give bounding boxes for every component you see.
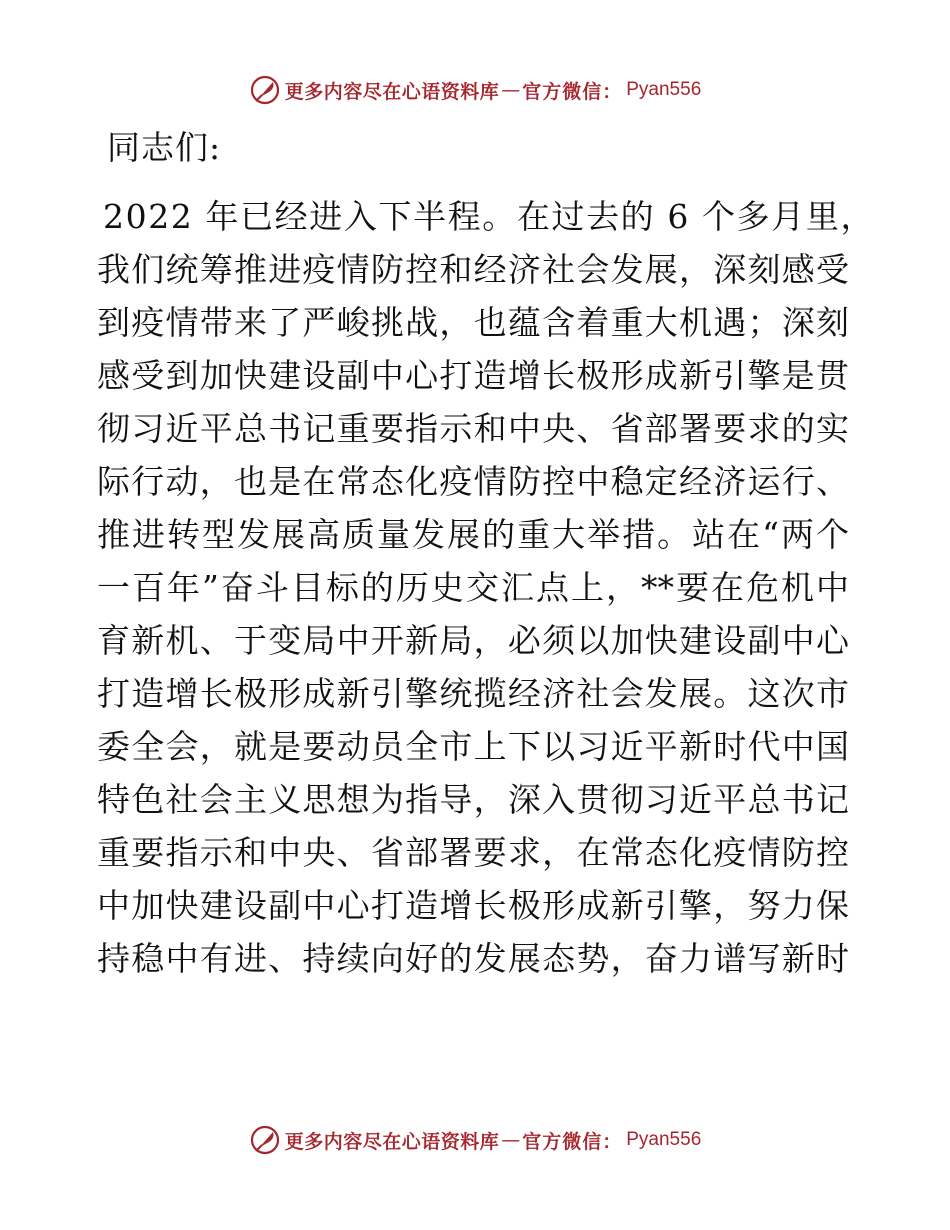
text-line: 际行动，也是在常态化疫情防控中稳定经济运行、: [97, 462, 849, 501]
header-watermark: [0, 70, 950, 110]
watermark-text: 更多内容尽在心语资料库: [284, 80, 500, 103]
text-line: 打造增长极形成新引擎统揽经济社会发展。这次市: [97, 674, 849, 713]
text-line: 到疫情带来了严峻挑战，也蕴含着重大机遇；深刻: [97, 303, 849, 342]
text-line: 委全会，就是要动员全市上下以习近平新时代中国: [97, 727, 849, 766]
text-line: 彻习近平总书记重要指示和中央、省部署要求的实: [97, 409, 849, 448]
watermark-wechat-id: Pyan556: [626, 1129, 702, 1150]
watermark-dash: —: [501, 1129, 521, 1151]
text-line: 持稳中有进、持续向好的发展态势，奋力谱写新时: [97, 939, 849, 978]
text-line: 育新机、于变局中开新局，必须以加快建设副中心: [97, 621, 849, 660]
text-line: 我们统筹推进疫情防控和经济社会发展，深刻感受: [97, 250, 849, 289]
watermark-wechat-label: 官方微信：: [522, 1130, 623, 1153]
watermark-text: 更多内容尽在心语资料库: [284, 1130, 500, 1153]
watermark-wechat-id: Pyan556: [626, 79, 702, 100]
document-body: [97, 190, 876, 985]
watermark-dash: —: [501, 79, 521, 101]
footer-watermark: [0, 1120, 950, 1160]
salutation: 同志们:: [107, 128, 222, 167]
text-line: 感受到加快建设副中心打造增长极形成新引擎是贯: [97, 356, 849, 395]
text-line: 一百年”奋斗目标的历史交汇点上，**要在危机中: [97, 568, 849, 607]
text-line: 重要指示和中央、省部署要求，在常态化疫情防控: [97, 833, 849, 872]
text-line: 2022 年已经进入下半程。在过去的 6 个多月里，: [103, 197, 876, 236]
watermark-wechat-label: 官方微信：: [522, 80, 623, 103]
text-line: 推进转型发展高质量发展的重大举措。站在“两个: [97, 515, 849, 554]
text-line: 中加快建设副中心打造增长极形成新引擎，努力保: [97, 886, 849, 925]
text-line: 特色社会主义思想为指导，深入贯彻习近平总书记: [97, 780, 849, 819]
feather-pen-logo-icon: [249, 74, 281, 106]
feather-pen-logo-icon: [249, 1124, 281, 1156]
